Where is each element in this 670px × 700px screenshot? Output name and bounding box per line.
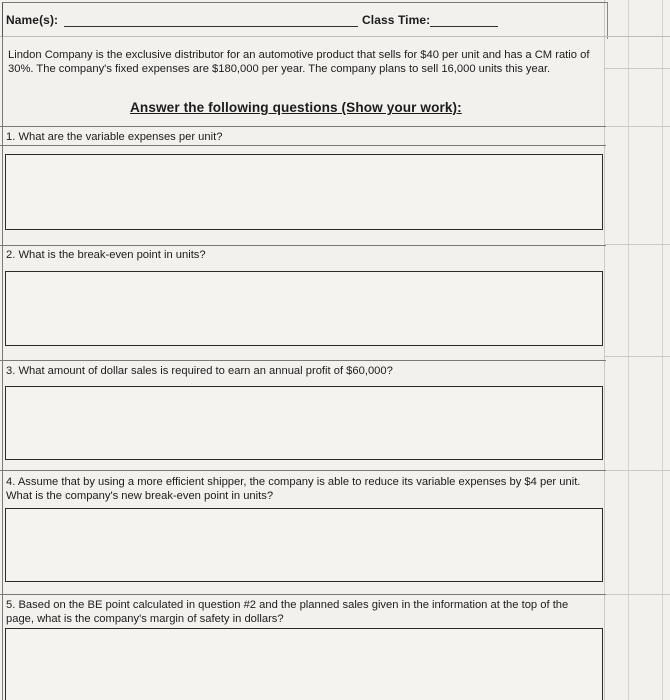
grid-line [662,0,663,700]
header-frame [2,2,608,39]
question-divider [0,594,606,595]
answer-box-2[interactable] [5,271,603,346]
answer-box-4[interactable] [5,508,603,582]
grid-line [604,244,670,245]
question-divider [0,145,606,146]
question-divider [0,360,606,361]
class-time-input-line[interactable] [430,26,498,27]
answer-box-5[interactable] [5,628,603,700]
answer-box-3[interactable] [5,386,603,460]
grid-line [604,126,670,127]
names-input-line[interactable] [64,26,358,27]
question-divider [0,245,606,246]
grid-line [604,356,670,357]
question-2: 2. What is the break-even point in units? [6,249,206,261]
problem-description: Lindon Company is the exclusive distributor for an automotive product that sells for $40 per unit and has a CM ratio of 30%. The company's fixed expenses are $180,000 per year. The company plans to sell 16,000 units this year. [8,49,590,75]
instructions-heading: Answer the following questions (Show your work): [130,100,462,115]
grid-line [604,594,670,595]
question-5: 5. Based on the BE point calculated in question #2 and the planned sales given in the information at the top of the page, what is the company's margin of safety in dollars? [6,599,569,625]
question-1: 1. What are the variable expenses per unit? [6,131,223,143]
grid-line [604,470,670,471]
question-3: 3. What amount of dollar sales is required to earn an annual profit of $60,000? [6,365,393,377]
question-divider [0,126,606,127]
question-divider [0,470,606,471]
header-divider [0,36,670,37]
class-time-label: Class Time: [362,13,431,27]
grid-line [604,0,605,700]
grid-line [628,0,629,700]
question-4: 4. Assume that by using a more efficient shipper, the company is able to reduce its variable expenses by $4 per unit. What is the company's new break-even point in units? [6,476,581,502]
grid-line [604,68,670,69]
left-border [2,36,3,700]
answer-box-1[interactable] [5,154,603,230]
names-label: Name(s): [6,13,59,27]
